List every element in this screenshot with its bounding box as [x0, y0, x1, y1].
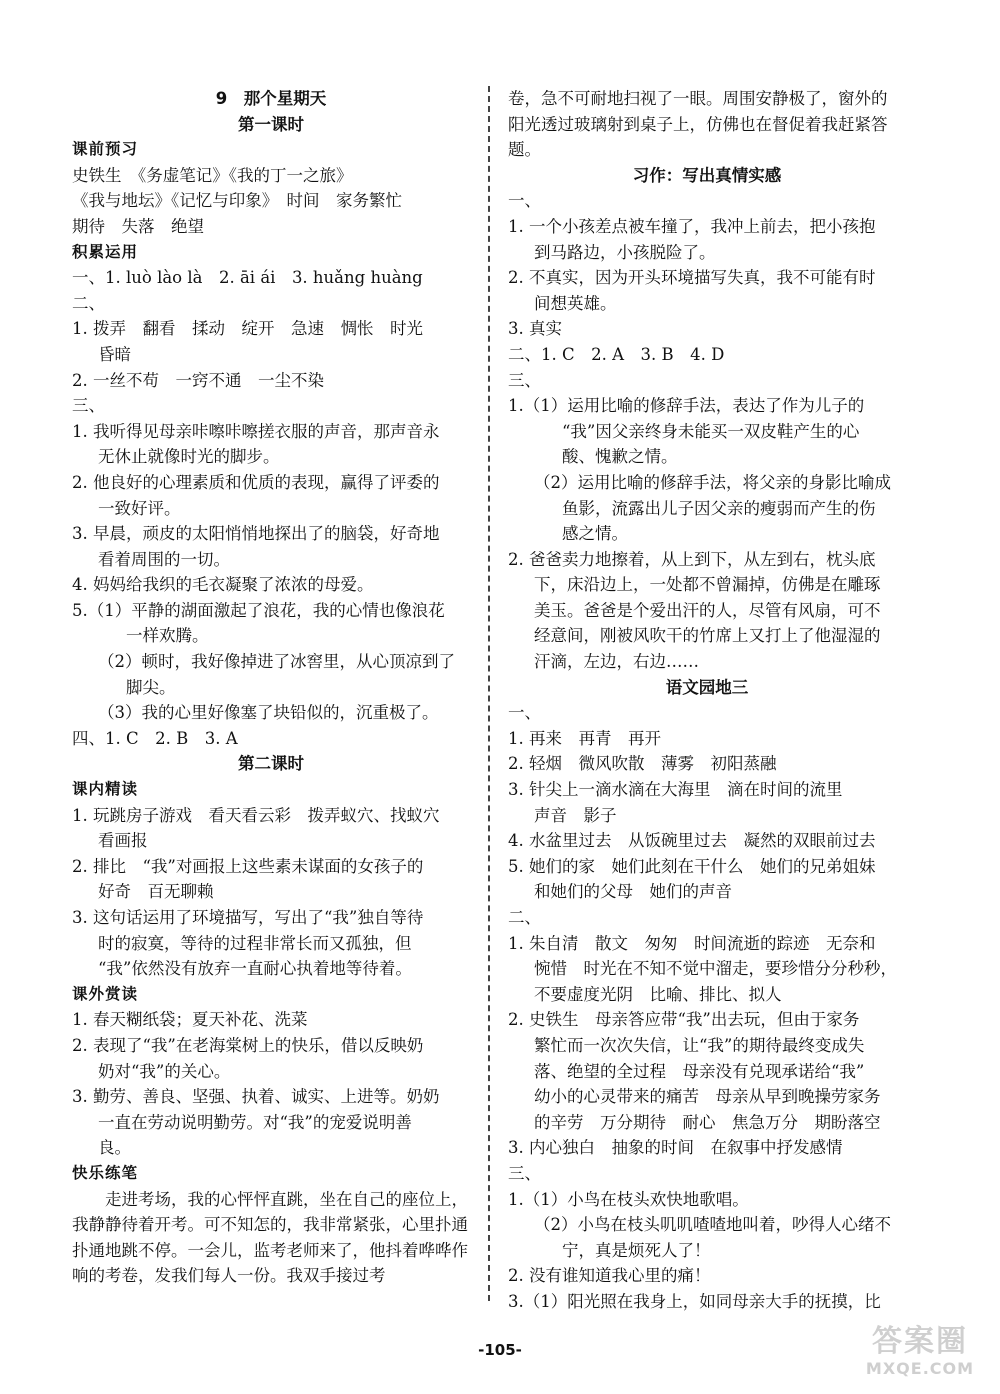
text-line: 2. 史铁生 母亲答应带“我”出去玩，但由于家务	[508, 1010, 860, 1030]
text-line: 感之情。	[562, 524, 628, 544]
paragraph: 走进考场，我的心怦怦直跳，坐在自己的座位上，我静静待着开考。可不知怎的，我非常紧张，心里扑通扑通地跳不停。一会儿，监考老师来了，他抖着哗哗作响的考卷，发我们每人一份。我双手接过考	[72, 1189, 468, 1286]
section-title: 语文园地三	[665, 677, 749, 697]
text-line: 一样欢腾。	[126, 626, 209, 646]
text-line: 2. 排比 “我”对画报上这些素未谋面的女孩子的	[72, 856, 424, 876]
text-line: 2. 轻烟 微风吹散 薄雾 初阳蒸融	[508, 754, 777, 774]
right-column	[508, 86, 906, 1315]
text-line: 不要虚度光阴 比喻、排比、拟人	[534, 984, 782, 1004]
text-line: 和她们的父母 她们的声音	[534, 882, 732, 902]
text-line: 一直在劳动说明勤劳。对“我”的宠爱说明善	[98, 1112, 412, 1132]
text-line: 一、1. luò lào là 2. āi ái 3. huǎng huàng	[72, 268, 423, 288]
text-line: 5. 她们的家 她们此刻在干什么 她们的兄弟姐妹	[508, 856, 876, 876]
text-line: 3. 勤劳、善良、坚强、执着、诚实、上进等。奶奶	[72, 1087, 440, 1107]
text-line: 下，床沿边上，一处都不曾漏掉，仿佛是在雕琢	[534, 575, 881, 595]
page-number: -105-	[478, 1341, 522, 1359]
text-line: 史铁生 《务虚笔记》《我的丁一之旅》	[72, 165, 353, 185]
text-line: 期待 失落 绝望	[72, 216, 204, 236]
text-line: 奶对“我”的关心。	[98, 1061, 231, 1081]
text-line: 一致好评。	[98, 498, 181, 518]
text-line: 二、1. C 2. A 3. B 4. D	[508, 344, 725, 364]
section-header: 课外赏读	[72, 984, 139, 1003]
section-header: 快乐练笔	[72, 1163, 139, 1182]
text-line: 4. 妈妈给我织的毛衣凝聚了浓浓的母爱。	[72, 575, 374, 595]
text-line: 1. 玩跳房子游戏 看天看云彩 拨弄蚁穴、找蚁穴	[72, 805, 440, 825]
text-line: 3. 内心独白 抽象的时间 在叙事中抒发感情	[508, 1138, 843, 1158]
watermark-logo	[855, 1325, 985, 1385]
text-line: 1. 春天糊纸袋；夏天补花、洗菜	[72, 1010, 308, 1030]
text-line: 酸、愧歉之情。	[562, 447, 678, 467]
text-line: 2. 没有谁知道我心里的痛！	[508, 1266, 711, 1286]
text-line: 一、	[508, 191, 541, 211]
text-line: 题。	[508, 140, 541, 160]
section-header: 课前预习	[72, 140, 139, 159]
text-line: 惋惜 时光在不知不觉中溜走，要珍惜分分秒秒，	[534, 959, 897, 979]
watermark-domain: MXQE.COM	[865, 1359, 975, 1378]
left-column	[72, 86, 470, 1289]
text-line: 一、	[508, 703, 541, 723]
text-line: 3. 真实	[508, 319, 562, 339]
text-line: 声音 影子	[534, 805, 617, 825]
text-line: 1. 一个小孩差点被车撞了，我冲上前去，把小孩抱	[508, 216, 876, 236]
text-line: 2. 他良好的心理素质和优质的表现，赢得了评委的	[72, 472, 440, 492]
text-line: （2）运用比喻的修辞手法，将父亲的身影比喻成	[534, 472, 891, 492]
text-line: 到马路边，小孩脱险了。	[534, 242, 716, 262]
text-line: 经意间，刚被风吹干的竹席上又打上了他湿湿的	[534, 626, 881, 646]
watermark-logo-text: 答案圈	[872, 1324, 968, 1359]
text-line: 三、	[508, 370, 541, 390]
text-line: 《我与地坛》《记忆与印象》 时间 家务繁忙	[72, 191, 402, 211]
text-line: 幼小的心灵带来的痛苦 母亲从早到晚操劳家务	[534, 1087, 881, 1107]
text-line: 二、	[508, 908, 541, 927]
text-line: “我”因父亲终身未能买一双皮鞋产生的心	[562, 421, 860, 441]
text-line: 阳光透过玻璃射到桌子上，仿佛也在督促着我赶紧答	[508, 114, 888, 134]
text-line: 的辛劳 万分期待 耐心 焦急万分 期盼落空	[534, 1112, 881, 1132]
text-line: 宁，真是烦死人了！	[562, 1240, 711, 1260]
text-line: 三、	[72, 396, 105, 416]
text-line: 3.（1）阳光照在我身上，如同母亲大手的抚摸，比	[508, 1291, 881, 1311]
section-title: 9 那个星期天	[215, 89, 327, 108]
text-line: 脚尖。	[126, 677, 176, 697]
text-line: 看画报	[98, 831, 148, 851]
text-line: 2. 表现了“我”在老海棠树上的快乐，借以反映奶	[72, 1035, 424, 1055]
text-line: 无休止就像时光的脚步。	[98, 447, 280, 467]
text-line: 良。	[98, 1138, 131, 1158]
text-line: 四、1. C 2. B 3. A	[72, 728, 238, 748]
text-line: 二、	[72, 293, 105, 313]
section-header: 课内精读	[72, 780, 139, 799]
text-line: 三、	[508, 1163, 541, 1183]
text-line: （2）顿时，我好像掉进了冰窖里，从心顶凉到了	[98, 652, 455, 672]
text-line: 落、绝望的全过程 母亲没有兑现承诺给“我”	[534, 1061, 865, 1081]
text-line: 3. 早晨，顽皮的太阳悄悄地探出了的脑袋，好奇地	[72, 524, 440, 544]
text-line: 1. 朱自清 散文 匆匆 时间流逝的踪迹 无奈和	[508, 933, 876, 953]
text-line: 时的寂寞，等待的过程非常长而又孤独，但	[98, 933, 412, 953]
text-line: 1.（1）运用比喻的修辞手法，表达了作为儿子的	[508, 396, 865, 416]
section-title: 习作：写出真情实感	[632, 165, 782, 185]
text-line: 1.（1）小鸟在枝头欢快地歌唱。	[508, 1189, 749, 1209]
text-line: 2. 一丝不苟 一窍不通 一尘不染	[72, 370, 324, 390]
text-line: 好奇 百无聊赖	[98, 882, 214, 902]
section-title: 第二课时	[238, 754, 304, 774]
text-line: 2. 爸爸卖力地擦着，从上到下，从左到右，枕头底	[508, 549, 876, 569]
text-line: “我”依然没有放弃一直耐心执着地等待着。	[98, 959, 412, 979]
text-line: 1. 拨弄 翻看 揉动 绽开 急速 惆怅 时光	[72, 319, 423, 339]
text-line: 1. 再来 再青 再开	[508, 728, 661, 748]
text-line: 1. 我听得见母亲咔嚓咔嚓搓衣服的声音，那声音永	[72, 421, 440, 441]
column-divider	[488, 86, 490, 1301]
text-line: 美玉。爸爸是个爱出汗的人，尽管有风扇，可不	[534, 600, 881, 620]
section-title: 第一课时	[238, 114, 304, 134]
text-line: 3. 这句话运用了环境描写，写出了“我”独自等待	[72, 908, 424, 927]
text-line: 昏暗	[98, 344, 131, 364]
text-line: 卷，急不可耐地扫视了一眼。周围安静极了，窗外的	[508, 89, 888, 108]
text-line: （2）小鸟在枝头叽叽喳喳地叫着，吵得人心绪不	[534, 1215, 891, 1235]
text-line: 汗滴，左边，右边……	[534, 652, 699, 672]
text-line: 4. 水盆里过去 从饭碗里过去 凝然的双眼前过去	[508, 831, 876, 851]
text-line: 间想英雄。	[534, 293, 617, 313]
text-line: 繁忙而一次次失信，让“我”的期待最终变成失	[534, 1035, 865, 1055]
text-line: （3）我的心里好像塞了块铅似的，沉重极了。	[98, 703, 439, 723]
text-line: 2. 不真实，因为开头环境描写失真，我不可能有时	[508, 268, 876, 288]
text-line: 看着周围的一切。	[98, 549, 230, 569]
text-line: 鱼影，流露出儿子因父亲的瘦弱而产生的伤	[562, 498, 876, 518]
text-line: 3. 针尖上一滴水滴在大海里 滴在时间的流里	[508, 780, 843, 800]
text-line: 5.（1）平静的湖面激起了浪花，我的心情也像浪花	[72, 600, 445, 620]
section-header: 积累运用	[72, 242, 139, 261]
